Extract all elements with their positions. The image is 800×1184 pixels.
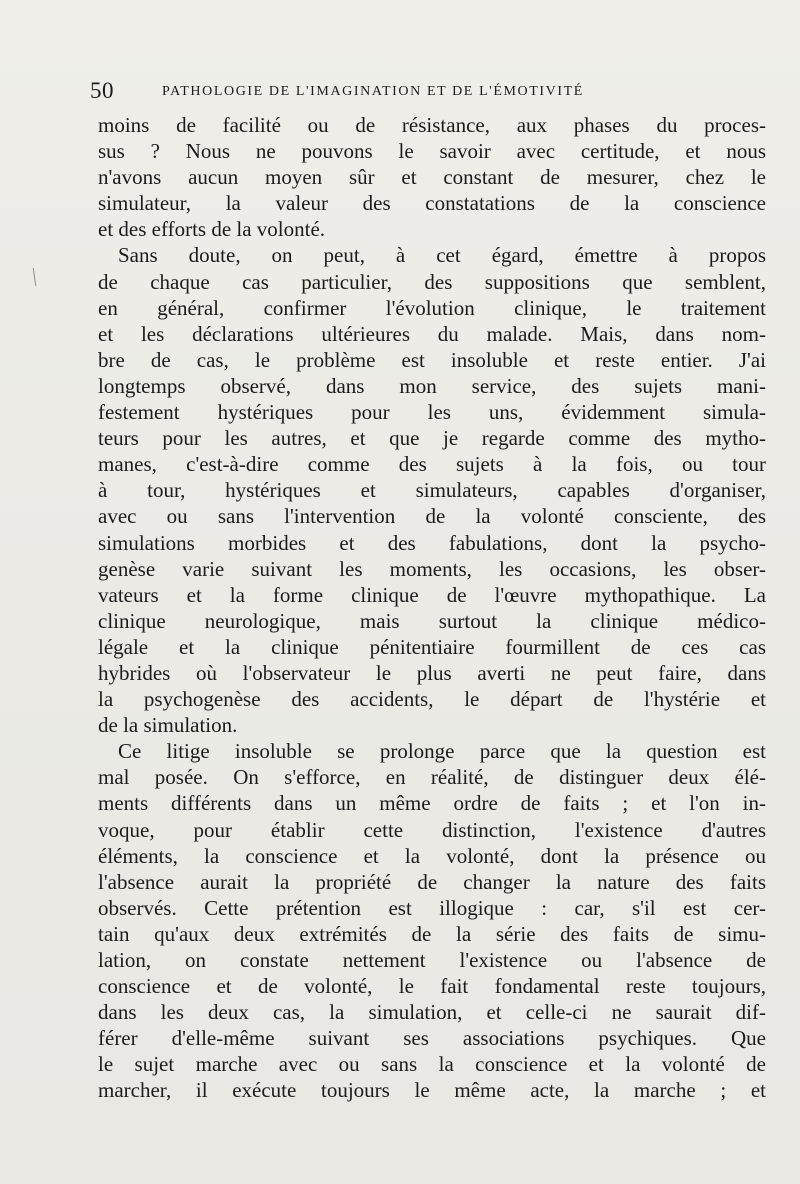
text-line: de chaque cas particulier, des suppositions que semblent, (98, 269, 766, 294)
text-line: n'avons aucun moyen sûr et constant de mesurer, chez le (98, 165, 766, 190)
running-title: PATHOLOGIE DE L'IMAGINATION ET DE L'ÉMOTIVITÉ (162, 84, 584, 99)
page-number: 50 (90, 78, 114, 103)
text-line: sus ? Nous ne pouvons le savoir avec certitude, et nous (98, 139, 766, 164)
text-line: l'absence aurait la propriété de changer la nature des faits (98, 869, 766, 894)
text-line: teurs pour les autres, et que je regarde comme des mytho- (98, 426, 766, 451)
text-line: Sans doute, on peut, à cet égard, émettre à propos (118, 243, 766, 268)
margin-mark (33, 268, 36, 286)
text-line: le sujet marche avec ou sans la conscience et la volonté de (98, 1052, 766, 1077)
text-line: tain qu'aux deux extrémités de la série des faits de simu- (98, 921, 766, 946)
text-line: bre de cas, le problème est insoluble et reste entier. J'ai (98, 347, 766, 372)
text-line: vateurs et la forme clinique de l'œuvre mythopathique. La (98, 582, 766, 607)
text-line: férer d'elle-même suivant ses associations psychiques. Que (98, 1026, 766, 1051)
text-line: et les déclarations ultérieures du malade. Mais, dans nom- (98, 321, 766, 346)
text-line: marcher, il exécute toujours le même acte, la marche ; et (98, 1078, 766, 1103)
text-line: en général, confirmer l'évolution clinique, le traitement (98, 295, 766, 320)
text-line: clinique neurologique, mais surtout la clinique médico- (98, 608, 766, 633)
text-line: Ce litige insoluble se prolonge parce que la question est (118, 739, 766, 764)
text-line: à tour, hystériques et simulateurs, capables d'organiser, (98, 478, 766, 503)
text-line: ments différents dans un même ordre de faits ; et l'on in- (98, 791, 766, 816)
text-line: festement hystériques pour les uns, évidemment simula- (98, 400, 766, 425)
text-line: genèse varie suivant les moments, les occasions, les obser- (98, 556, 766, 581)
text-line: observés. Cette prétention est illogique : car, s'il est cer- (98, 895, 766, 920)
text-line: simulations morbides et des fabulations, dont la psycho- (98, 530, 766, 555)
text-line: lation, on constate nettement l'existence ou l'absence de (98, 948, 766, 972)
text-line: la psychogenèse des accidents, le départ de l'hystérie et (98, 687, 766, 712)
text-line: éléments, la conscience et la volonté, dont la présence ou (98, 843, 766, 868)
text-line: longtemps observé, dans mon service, des sujets mani- (98, 373, 766, 398)
text-line: mal posée. On s'efforce, en réalité, de distinguer deux élé- (98, 765, 766, 790)
text-line: moins de facilité ou de résistance, aux phases du proces- (98, 113, 766, 137)
text-line: de la simulation. (98, 713, 238, 738)
text-line: simulateur, la valeur des constatations de la conscience (98, 191, 766, 216)
text-line: avec ou sans l'intervention de la volonté consciente, des (98, 504, 766, 529)
text-line: dans les deux cas, la simulation, et celle-ci ne saurait dif- (98, 1000, 766, 1025)
text-line: et des efforts de la volonté. (98, 217, 326, 242)
text-line: hybrides où l'observateur le plus averti ne peut faire, dans (98, 660, 766, 685)
text-line: voque, pour établir cette distinction, l'existence d'autres (98, 817, 766, 842)
text-line: manes, c'est-à-dire comme des sujets à la fois, ou tour (98, 452, 766, 477)
text-line: légale et la clinique pénitentiaire fourmillent de ces cas (98, 634, 766, 659)
text-line: conscience et de volonté, le fait fondamental reste toujours, (98, 974, 766, 999)
running-head (90, 78, 770, 108)
body-text (98, 112, 766, 1104)
